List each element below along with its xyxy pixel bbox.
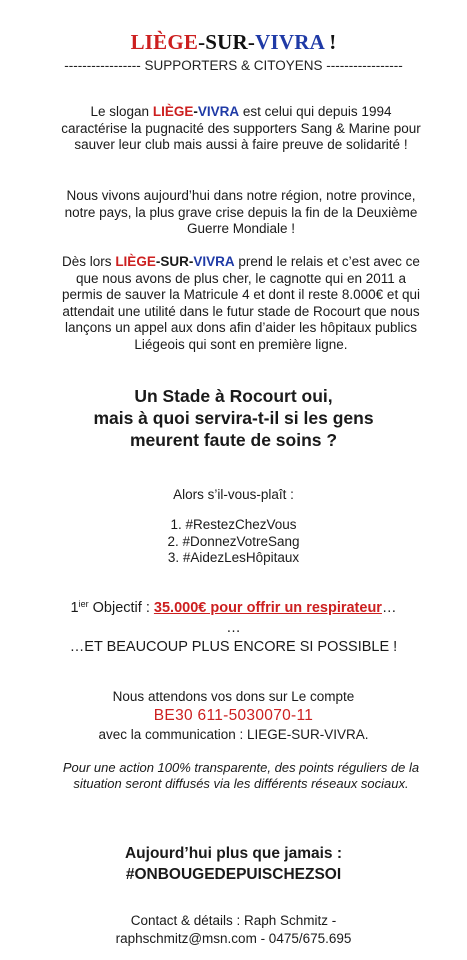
paragraph-appeal: Dès lors LIÈGE-SUR-VIVRA prend le relais et c’est avec ce que nous avons de plus cher, le cagnotte qui en 2011 a permis de sauver la Matricule 4 et dont il reste 8.000€ et qui attendait une utilité dans le futur stade de Rocourt que nous lançons un appel aux dons afin d’aider les hôpitaux publics Liégeois qui sont en première ligne. [62,254,420,352]
donation-intro: Nous attendons vos dons sur Le compte [112,689,355,704]
iban: BE30 611-5030070-11 [153,707,314,724]
contact-details: Contact & détails : Raph Schmitz - raphschmitz@msn.com - 0475/675.695 [115,913,352,946]
objective-goal: 35.000€ pour offrir un respirateur [153,600,382,616]
paragraph-crisis: Nous vivons aujourd’hui dans notre région, notre province, notre pays, la plus grave crise depuis la fin de la Deuxième Guerre Mondiale ! [64,188,418,237]
closing-slogan: Aujourd’hui plus que jamais : #ONBOUGEDEPUISCHEZSOI [0,843,467,885]
list-item: 1. #RestezChezVous [170,517,297,532]
hashtag: #ONBOUGEDEPUISCHEZSOI [125,866,342,883]
ellipsis-line: … [226,620,241,636]
question-heading: Un Stade à Rocourt oui, mais à quoi servira-t-il si les gens meurent faute de soins ? [93,386,374,450]
title-sur: -SUR- [198,30,256,54]
title-exclamation: ! [323,30,337,54]
paragraph-slogan: Le slogan LIÈGE-VIVRA est celui qui depuis 1994 caractérise la pugnacité des supporters Sang & Marine pour sauver leur club mais aussi à faire preuve de solidarité ! [61,104,421,153]
actions-list [0,517,467,567]
brand-vivra: VIVRA [197,104,240,119]
list-item: 3. #AidezLesHôpitaux [167,550,300,566]
brand-liege: LIÈGE [152,104,194,119]
page-title [0,30,467,55]
subtitle: ----------------- SUPPORTERS & CITOYENS ----------------- [64,58,403,73]
title-liege: LIÈGE [130,30,199,54]
transparency-note: Pour une action 100% transparente, des points réguliers de la situation seront diffusés via les différents réseaux sociaux. [62,760,420,792]
brand-liege: LIÈGE [115,254,156,269]
more-line: …ET BEAUCOUP PLUS ENCORE SI POSSIBLE ! [69,639,398,655]
list-item: 2. #DonnezVotreSang [167,533,300,549]
objective-line: $1^{ier}$ Objectif : 35.000€ pour offrir un respirateur… [70,599,397,616]
title-vivra: VIVRA [255,30,324,54]
donation-communication: avec la communication : LIEGE-SUR-VIVRA. [98,727,369,742]
brand-vivra: VIVRA [193,254,235,269]
please-text: Alors s’il-vous-plaît : [173,487,294,502]
